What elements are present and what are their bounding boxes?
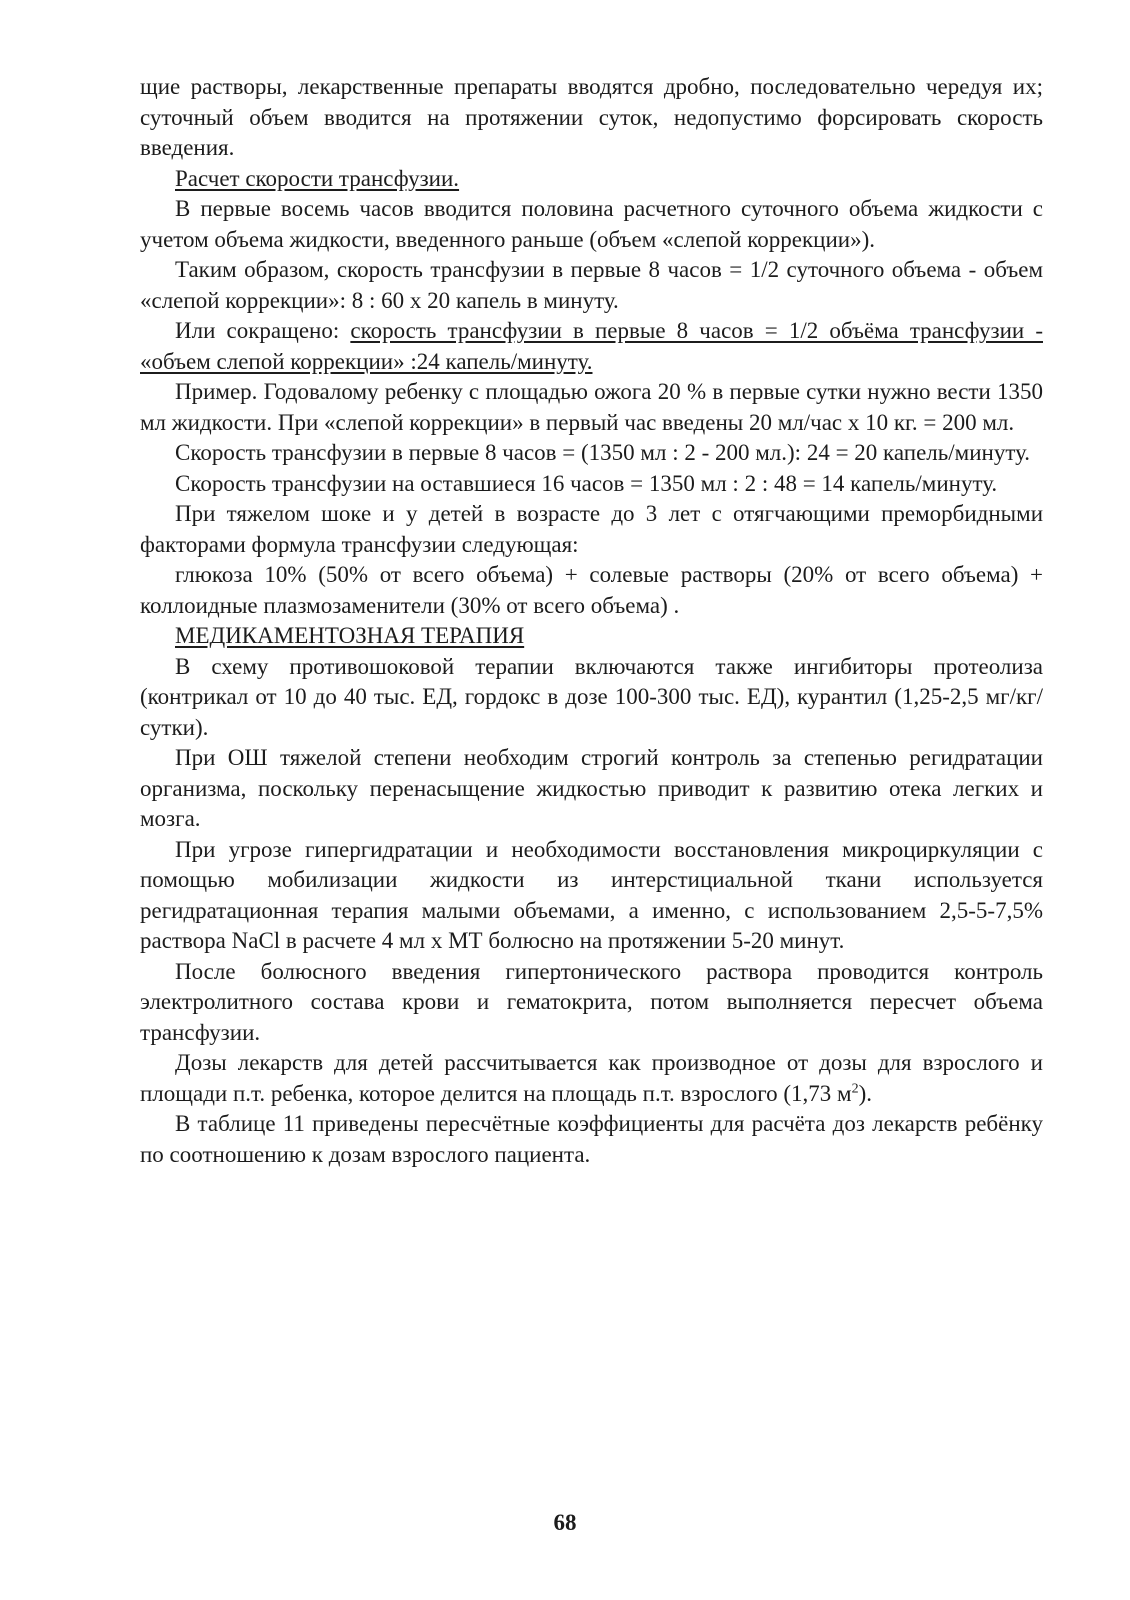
paragraph: При угрозе гипергидратации и необходимости восстановления микроциркуляции с помощью мобилизации жидкости из интерстициальной ткани используется регидратационная терапия малыми объемами, а именно, с использованием 2,5-5-7,5% раствора NaCl в расчете 4 мл х МТ болюсно на протяжении 5-20 минут. [140,836,1043,953]
paragraph-short-formula [140,316,1043,377]
paragraph-continuation: щие растворы, лекарственные препараты вводятся дробно, последовательно чередуя их; суточный объем вводится на протяжении суток, недопустимо форсировать скорость введения. [140,74,1043,160]
section-heading-text: МЕДИКАМЕНТОЗНАЯ ТЕРАПИЯ [175,623,525,648]
paragraph-text-end: ). [858,1080,873,1106]
paragraph: Скорость трансфузии в первые 8 часов = (1350 мл : 2 - 200 мл.): 24 = 20 капель/минуту. [175,440,1031,465]
paragraph: Скорость трансфузии на оставшиеся 16 часов = 1350 мл : 2 : 48 = 14 капель/минуту. [175,470,998,496]
paragraph-text: Дозы лекарств для детей рассчитывается как производное от дозы для взрослого и площади п.т. ребенка, которое делится на площадь п.т. взрослого (1,73 м [140,1050,1043,1106]
section-heading-transfusion-rate [140,164,1043,195]
paragraph: При ОШ тяжелой степени необходим строгий контроль за степенью регидратации организма, поскольку перенасыщение жидкостью приводит к развитию отека легких и мозга. [140,745,1043,831]
paragraph-dose [140,1048,1043,1109]
paragraph: При тяжелом шоке и у детей в возрасте до 3 лет с отягчающими преморбидными факторами формула трансфузии следующая: [140,501,1043,557]
underlined-formula: скорость трансфузии в первые 8 часов = 1/2 объёма трансфузии - «объем слепой коррекции» :24 капель/минуту. [140,318,1043,374]
paragraph: Таким образом, скорость трансфузии в первые 8 часов = 1/2 суточного объема - объем «слепой коррекции»: 8 : 60 х 20 капель в минуту. [140,257,1043,313]
paragraph-example: Пример. Годовалому ребенку с площадью ожога 20 % в первые сутки нужно вести 1350 мл жидкости. При «слепой коррекции» в первый час введены 20 мл/час х 10 кг. = 200 мл. [140,379,1043,435]
paragraph: В схему противошоковой терапии включаются также ингибиторы протеолиза (контрикал от 10 до 40 тыс. ЕД, гордокс в дозе 100-300 тыс. ЕД), курантил (1,25-2,5 мг/кг/сутки). [140,653,1043,740]
page-body [140,72,1043,1170]
paragraph-lead: Или сокращено: [175,318,351,343]
superscript: 2 [851,1080,859,1096]
paragraph: В первые восемь часов вводится половина расчетного суточного объема жидкости с учетом объема жидкости, введенного раньше (объем «слепой коррекции»). [140,196,1043,252]
paragraph-formula: глюкоза 10% (50% от всего объема) + солевые растворы (20% от всего объема) + коллоидные плазмозаменители (30% от всего объема) . [140,562,1043,618]
section-heading-medication [140,621,1043,652]
paragraph: После болюсного введения гипертонического раствора проводится контроль электролитного состава крови и гематокрита, потом выполняется пересчет объема трансфузии. [140,958,1043,1045]
section-heading-text: Расчет скорости трансфузии. [175,165,460,191]
paragraph: В таблице 11 приведены пересчётные коэффициенты для расчёта доз лекарств ребёнку по соотношению к дозам взрослого пациента. [140,1111,1043,1167]
page-number: 68 [553,1510,577,1535]
